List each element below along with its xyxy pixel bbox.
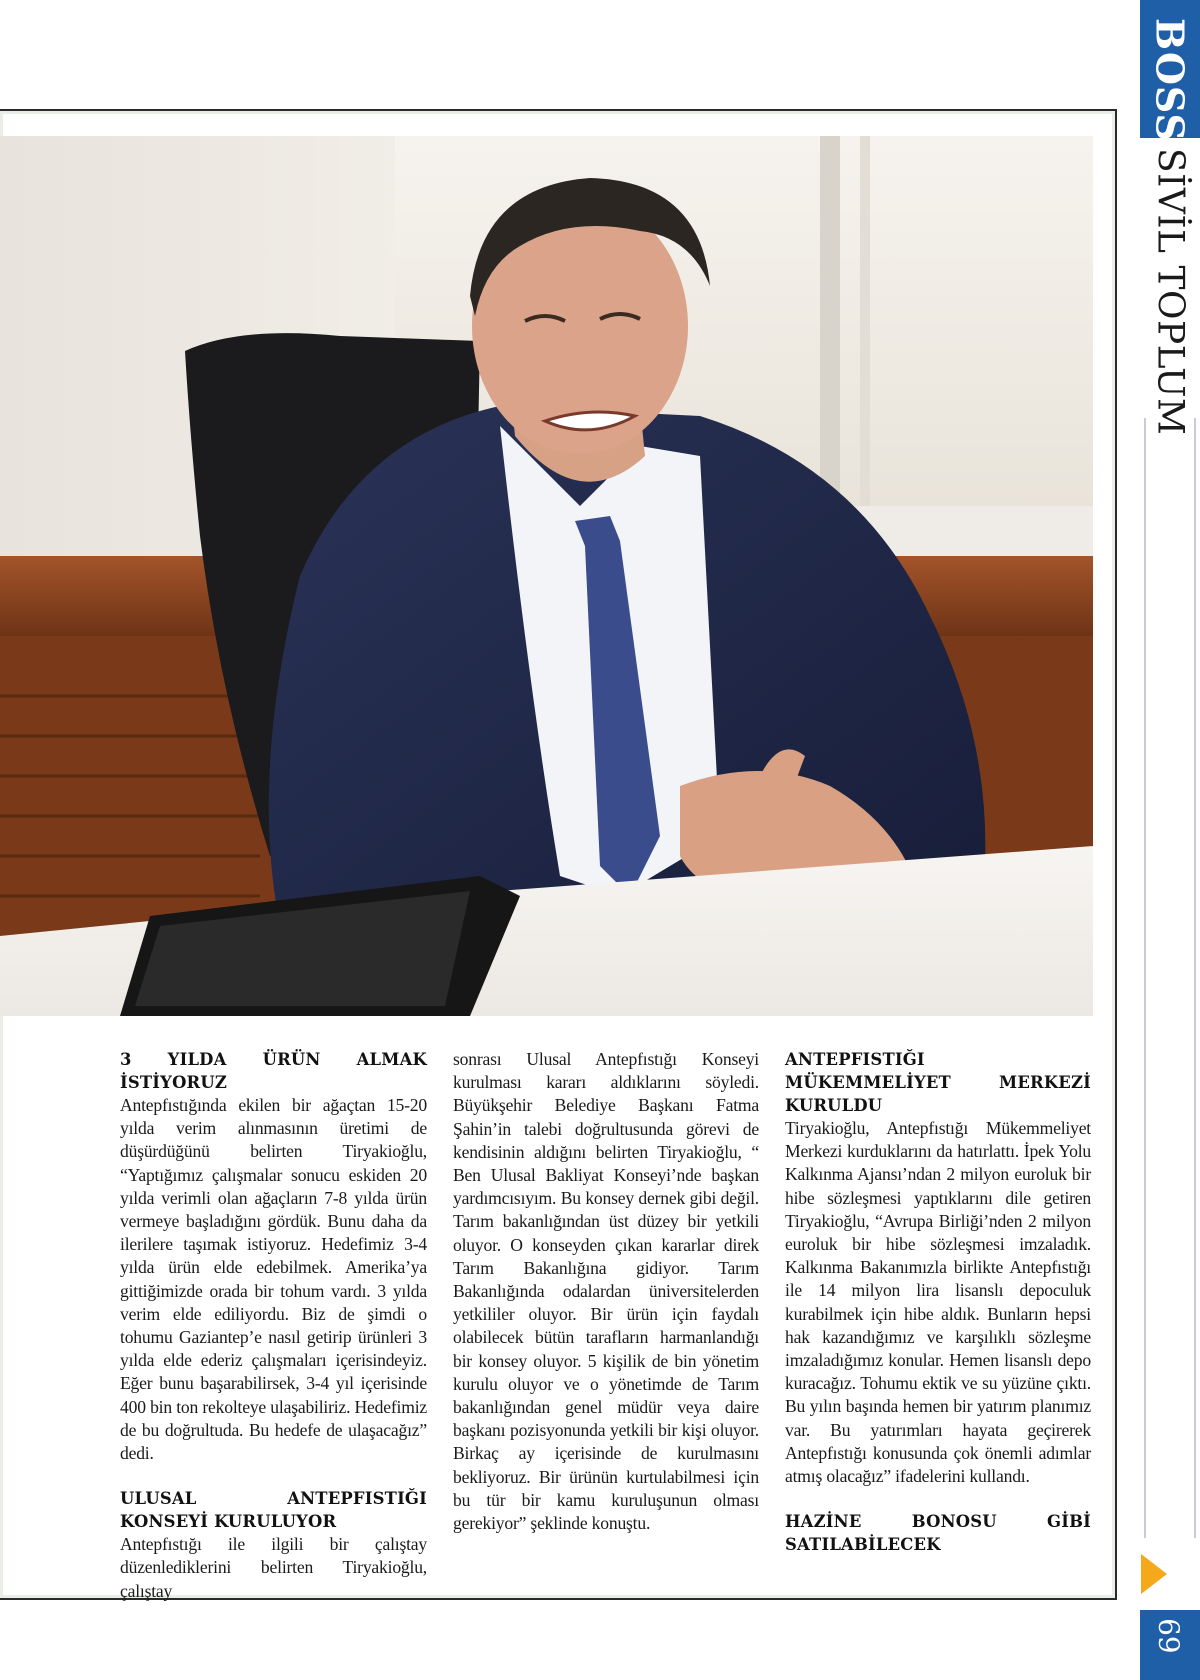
brand-logo: BOSS xyxy=(1147,18,1193,142)
sidebar-rules xyxy=(1144,418,1196,1538)
column-2 xyxy=(453,1048,759,1535)
page-number: 69 xyxy=(1153,1618,1187,1654)
column-1 xyxy=(120,1048,427,1603)
paragraph: Antepfıstığında ekilen bir ağaçtan 15-20 yılda verim alınmasının üretimi de düşürdüğünü belirten Tiryakioğlu, “Yaptığımız çalışmalar sonucu eskiden 20 yılda verimli olan ağaçların 7-8 yılda ürün vermeye başladığını gördük. Bunu daha da ilerilere taşımak istiyoruz. Hedefimiz 3-4 yılda ürün elde edebilmek. Amerika’ya gittiğimizde orada bir tohum vardı. 3 yılda verim elde ediliyordu. Biz de şimdi o tohumu Gaziantep’e nasıl getirip ürünleri 3 yılda elde ederiz çalışmaları içerisindeyiz. Eğer bunu başarabilirsek, 3-4 yıl içerisinde 400 bin ton rekolteye ulaşabiliriz. Hedefimiz de bu doğrultuda. Bu hedefe de ulaşacağız” dedi. xyxy=(120,1095,427,1464)
column-3 xyxy=(785,1048,1091,1556)
section-title: SİVİL TOPLUM xyxy=(1149,148,1191,436)
paragraph: Tiryakioğlu, Antepfıstığı Mükemmeliyet Merkezi kurduklarını da hatırlattı. İpek Yolu Kalkınma Ajansı’ndan 2 milyon euroluk bir hibe sözleşmesi yaptıklarını dile getiren Tiryakioğlu, “Avrupa Birliği’nden 2 milyon euroluk bir hibe sözleşmesi imzaladık. Kalkınma Bakanımızla birlikte Antepfıstığı ile 14 milyon lira lisanslı depoculuk kurabilmek için hibe aldık. Bunların hepsi hak kazandığımız ve karşılıklı sözleşme imzaladığımız konular. Hemen lisanslı depo kuracağız. Tohumu ektik ve su yüzüne çıktı. Bu yılın başında hemen bir yatırım planımız var. Bu yatırımları hayata geçirerek Antepfıstığı konusunda çok önemli adımlar atmış olacağız” ifadelerini kullandı. xyxy=(785,1118,1091,1487)
heading-mukemmeliyet-merkezi: ANTEPFISTIĞI MÜKEMMELİYET MERKEZİ KURULDU xyxy=(785,1050,1091,1115)
heading-ulusal-konsey: ULUSAL ANTEPFISTIĞI KONSEYİ KURULUYOR xyxy=(120,1489,427,1532)
next-page-arrow-icon xyxy=(1141,1554,1167,1594)
paragraph: Antepfıstığı ile ilgili bir çalıştay düzenlediklerini belirten Tiryakioğlu, çalıştay xyxy=(120,1534,427,1601)
sidebar xyxy=(1140,0,1200,1680)
page-number-box xyxy=(1140,1610,1200,1680)
portrait-photo xyxy=(0,136,1093,1016)
heading-3-yilda-urun: 3 YILDA ÜRÜN ALMAK İSTİYORUZ xyxy=(120,1050,427,1092)
paragraph: sonrası Ulusal Antepfıstığı Konseyi kurulması kararı aldıklarını söyledi. Büyükşehir Belediye Başkanı Fatma Şahin’in talebi doğrultusunda görevi de kendisinin aldığını belirten Tiryakioğlu, “ Ben Ulusal Bakliyat Konseyi’nde başkan yardımcısıyım. Bu konsey dernek gibi değil. Tarım bakanlığından üst düzey bir yetkili oluyor. O konseyden çıkan kararlar direk Tarım Bakanlığına gidiyor. Tarım Bakanlığında odalardan üniversitelerden yetkililer oluyor. Bir ürün için faydalı olabilecek bütün tarafların harmanlandığı bir konsey oluyor. 5 kişilik de bin yönetim kurulu oluyor ve o yönetimde de Tarım bakanlığından genel müdür veya daire başkanı pozisyonunda yetkili bir kişi oluyor. Birkaç ay içerisinde de kurulmasını bekliyoruz. Bir ürünün kurtulabilmesi için bu tür bir kamu kuruluşunun olması gerekiyor” şeklinde konuştu. xyxy=(453,1049,759,1534)
heading-hazine-bonosu: HAZİNE BONOSU GİBİ SATILABİLECEK xyxy=(785,1512,1091,1555)
portrait-photo-icon xyxy=(0,136,1093,1016)
